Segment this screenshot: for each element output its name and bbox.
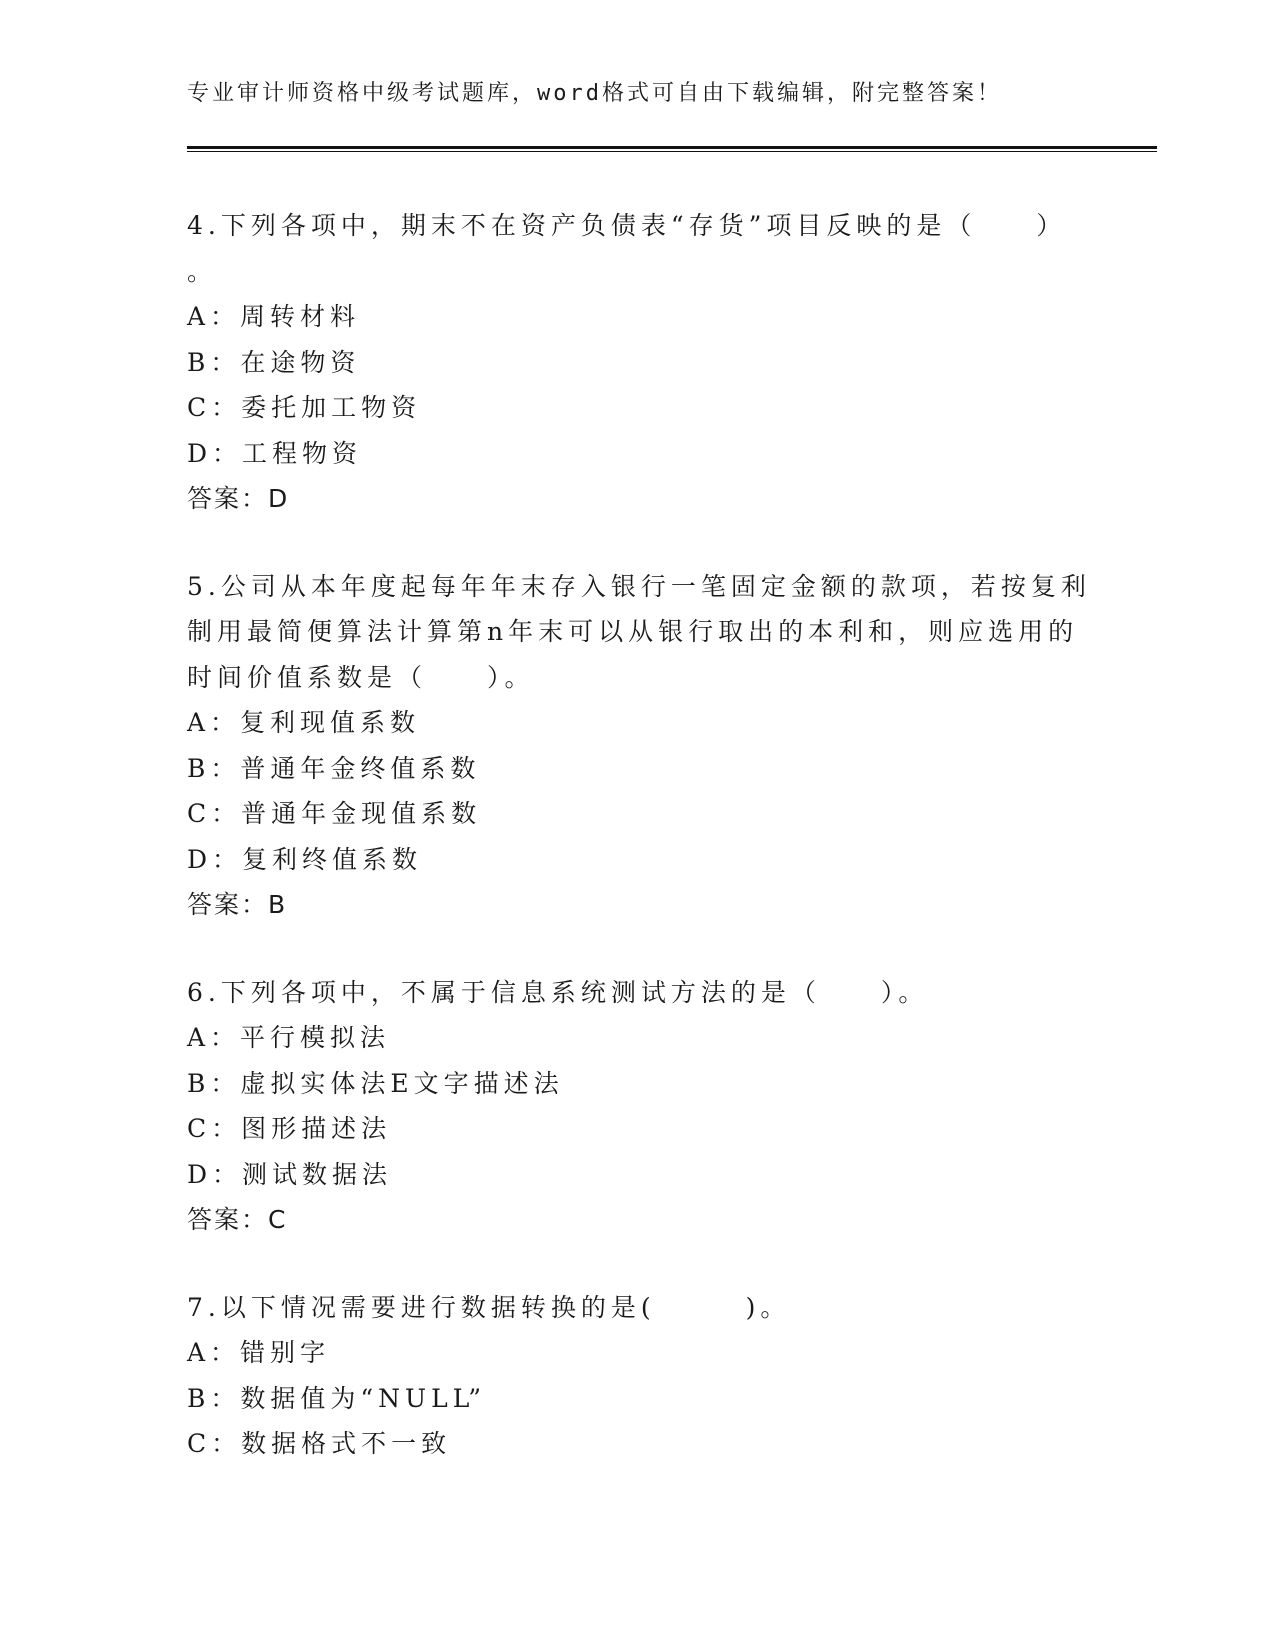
question-6 (187, 970, 1087, 1243)
question-7 (187, 1285, 1087, 1467)
question-4 (187, 203, 1087, 522)
header-rule-thin (187, 151, 1157, 152)
answer-line: 答案：B (187, 890, 288, 919)
option-b: B：数据值为“NULL” (187, 1383, 487, 1413)
question-stem: 。 (187, 256, 218, 286)
option-b: B：在途物资 (187, 347, 361, 377)
question-stem: 时间价值系数是（ ）。 (187, 662, 535, 692)
question-stem: 6.下列各项中，不属于信息系统测试方法的是（ ）。 (187, 977, 929, 1007)
option-d: D：复利终值系数 (187, 844, 423, 874)
option-a: A：错别字 (187, 1338, 331, 1367)
option-a: A：平行模拟法 (187, 1023, 391, 1052)
option-c: C：数据格式不一致 (187, 1429, 452, 1458)
option-b: B：普通年金终值系数 (187, 753, 481, 783)
option-c: C：普通年金现值系数 (187, 799, 482, 828)
question-stem: 5.公司从本年度起每年年末存入银行一笔固定金额的款项，若按复利 (187, 571, 1091, 601)
answer-line: 答案：D (187, 484, 290, 513)
header-rule-thick (187, 146, 1157, 149)
question-stem: 制用最简便算法计算第n年末可以从银行取出的本利和，则应选用的 (187, 617, 1079, 646)
option-c: C：图形描述法 (187, 1114, 392, 1143)
question-5 (187, 564, 1091, 928)
option-b: B：虚拟实体法E文字描述法 (187, 1068, 564, 1098)
option-c: C：委托加工物资 (187, 393, 422, 422)
question-list (187, 203, 1091, 1509)
option-d: D：工程物资 (187, 438, 363, 468)
page-header: 专业审计师资格中级考试题库，word格式可自由下载编辑，附完整答案！ (187, 81, 1002, 106)
answer-line: 答案：C (187, 1205, 288, 1234)
question-stem: 7.以下情况需要进行数据转换的是( )。 (187, 1292, 791, 1322)
question-stem: 4.下列各项中，期末不在资产负债表“存货”项目反映的是（ ） (187, 211, 1067, 240)
option-d: D：测试数据法 (187, 1159, 393, 1189)
option-a: A：复利现值系数 (187, 708, 421, 737)
option-a: A：周转材料 (187, 302, 361, 331)
